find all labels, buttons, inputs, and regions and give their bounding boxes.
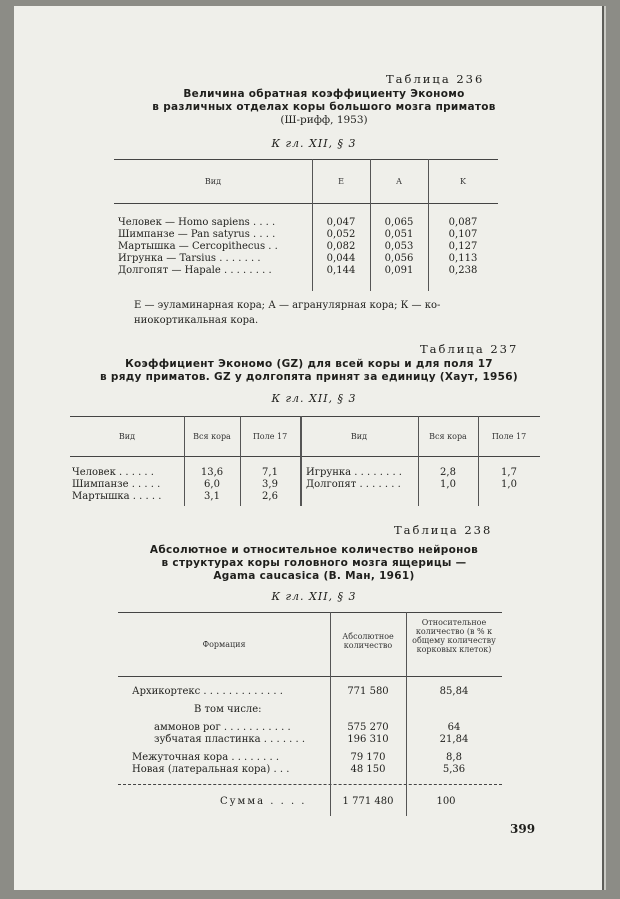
table-236-note: E — эуламинарная кора; А — агранулярная кора; К — ко- ниокортикальная кора. (134, 300, 441, 326)
column-header: K (460, 177, 466, 186)
column-header: Вся кора (429, 432, 467, 441)
column-header: Поле 17 (252, 432, 288, 441)
column-header: Абсолютное количество (342, 632, 394, 650)
species-cell: Шимпанзе — Pan satyrus . . . . (118, 229, 276, 240)
value-cell: 0,127 (448, 241, 478, 252)
formation-cell: зубчатая пластинка . . . . . . . (154, 734, 306, 745)
value-cell: 1,0 (440, 479, 456, 490)
value-cell: 13,6 (200, 467, 224, 478)
value-cell: 1,7 (501, 467, 517, 478)
column-header: Относительное количество (в % к общему количеству корковых клеток) (412, 618, 496, 654)
table-236-ref: К гл. XII, § 3 (271, 137, 357, 150)
title-line: в структурах коры головного мозга ящерицы — (161, 557, 467, 569)
column-header: Формация (202, 640, 246, 649)
table-rule (118, 612, 502, 613)
value-cell: 0,047 (326, 217, 356, 228)
table-238-caption: Таблица 238 (394, 523, 493, 537)
value-cell: 0,107 (448, 229, 478, 240)
column-rule (406, 612, 407, 816)
value-cell: 0,065 (384, 217, 414, 228)
formation-cell: Архикортекс . . . . . . . . . . . . . (132, 686, 283, 697)
value-cell: 0,087 (448, 217, 478, 228)
column-header: Вся кора (193, 432, 231, 441)
title-line: в различных отделах коры большого мозга приматов (152, 101, 496, 113)
species-cell: Игрунка — Tarsius . . . . . . . (118, 253, 261, 264)
value-cell: 0,091 (384, 265, 414, 276)
total-label: Сумма . . . . (220, 796, 307, 807)
value-cell: 8,8 (446, 752, 462, 763)
species-cell: Долгопят . . . . . . . (306, 479, 401, 490)
page-number: 399 (510, 822, 536, 836)
total-abs: 1 771 480 (342, 796, 394, 807)
column-header: Вид (350, 432, 368, 441)
table-rule (118, 676, 502, 677)
formation-cell: аммонов рог . . . . . . . . . . . (154, 722, 291, 733)
value-cell: 575 270 (347, 722, 389, 733)
table-237-title (64, 358, 554, 384)
table-238-ref: К гл. XII, § 3 (271, 590, 357, 603)
column-header: Поле 17 (491, 432, 527, 441)
value-cell: 0,238 (448, 265, 478, 276)
column-header: Вид (118, 432, 136, 441)
value-cell: 6,0 (204, 479, 220, 490)
value-cell: 3,9 (262, 479, 278, 490)
title-line: Коэффициент Экономо (GZ) для всей коры и для поля 17 (125, 358, 493, 370)
value-cell: 0,113 (448, 253, 478, 264)
value-cell: 0,053 (384, 241, 414, 252)
species-cell: Мартышка . . . . . (72, 491, 162, 502)
species-cell: Человек . . . . . . (72, 467, 154, 478)
column-rule (300, 416, 302, 506)
column-header: A (396, 177, 402, 186)
value-cell: 21,84 (439, 734, 469, 745)
value-cell: 1,0 (501, 479, 517, 490)
column-rule (418, 416, 419, 506)
table-rule (114, 203, 498, 204)
table-237-ref: К гл. XII, § 3 (271, 392, 357, 405)
column-rule (330, 612, 331, 816)
table-237-caption: Таблица 237 (420, 342, 519, 356)
title-line: (Ш-рифф, 1953) (280, 114, 368, 126)
table-236-caption: Таблица 236 (386, 72, 485, 86)
value-cell: 196 310 (347, 734, 389, 745)
table-rule (114, 159, 498, 160)
value-cell: 0,052 (326, 229, 356, 240)
formation-cell: Межуточная кора . . . . . . . . (132, 752, 280, 763)
value-cell: 85,84 (439, 686, 469, 697)
value-cell: 0,082 (326, 241, 356, 252)
value-cell: 79 170 (350, 752, 386, 763)
total-rel: 100 (436, 796, 456, 807)
species-cell: Человек — Homo sapiens . . . . (118, 217, 276, 228)
formation-cell: Новая (латеральная кора) . . . (132, 764, 290, 775)
value-cell: 0,044 (326, 253, 356, 264)
value-cell: 5,36 (442, 764, 466, 775)
value-cell: 3,1 (204, 491, 220, 502)
title-line: Agama caucasica (В. Ман, 1961) (213, 570, 415, 582)
title-line: в ряду приматов. GZ у долгопята принят за единицу (Хаут, 1956) (100, 371, 518, 383)
value-cell: 0,144 (326, 265, 356, 276)
value-cell: 64 (447, 722, 461, 733)
value-cell: 2,8 (440, 467, 456, 478)
species-cell: Игрунка . . . . . . . . (306, 467, 402, 478)
value-cell: 7,1 (262, 467, 278, 478)
book-page (14, 6, 602, 890)
species-cell: Долгопят — Hapale . . . . . . . . (118, 265, 272, 276)
value-cell: 771 580 (347, 686, 389, 697)
species-cell: Мартышка — Cercopithecus . . (118, 241, 278, 252)
formation-cell: В том числе: (194, 704, 262, 715)
table-rule (118, 784, 502, 785)
title-line: Величина обратная коэффициенту Экономо (183, 88, 465, 100)
table-rule (70, 416, 540, 417)
table-238-title (94, 544, 534, 583)
title-line: Абсолютное и относительное количество нейронов (149, 544, 479, 556)
table-236-title (104, 88, 544, 127)
value-cell: 48 150 (350, 764, 386, 775)
species-cell: Шимпанзе . . . . . (72, 479, 161, 490)
column-header: E (338, 177, 344, 186)
value-cell: 0,056 (384, 253, 414, 264)
value-cell: 2,6 (262, 491, 278, 502)
value-cell: 0,051 (384, 229, 414, 240)
column-header: Вид (204, 177, 222, 186)
column-rule (478, 416, 479, 506)
table-rule (70, 456, 540, 457)
